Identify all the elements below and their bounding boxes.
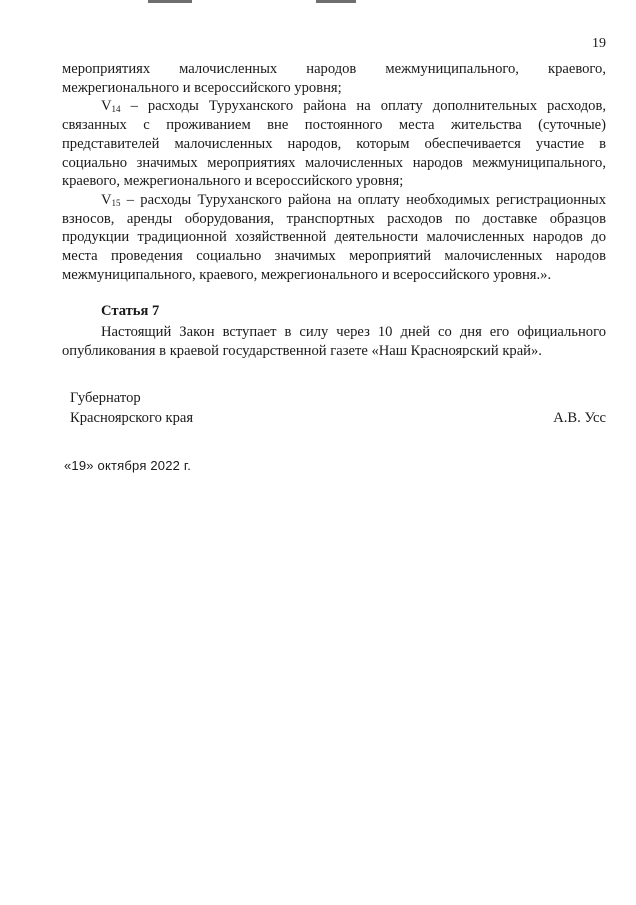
article-heading: Статья 7 (101, 303, 160, 319)
paragraph-v15 (62, 191, 606, 285)
page-number: 19 (592, 36, 606, 51)
scan-mark (316, 0, 356, 3)
variable-subscript: 15 (111, 197, 121, 208)
paragraph-text: – расходы Туруханского района на оплату дополнительных расходов, связанных с проживанием вне постоянного места жительства (суточные) представителей малочисленных народов, которым обеспечивается участие в социально значимых мероприятиях малочисленных народов межмуниципального, краевого, межрегионального и всероссийского уровня; (62, 98, 606, 190)
article-section (62, 302, 606, 360)
article-text: Настоящий Закон вступает в силу через 10 дней со дня его официального опубликования в краевой государственной газете «Наш Красноярский край». (62, 324, 606, 359)
document-date: «19» октября 2022 г. (64, 458, 192, 473)
body-text (62, 60, 606, 284)
scan-mark (148, 0, 192, 3)
paragraph-continuation (62, 60, 606, 97)
variable-symbol: V (101, 98, 112, 115)
paragraph-text: мероприятиях малочисленных народов межмуниципального, краевого, межрегионального и всероссийского уровня; (62, 61, 606, 96)
paragraph-v14 (62, 97, 606, 191)
variable-subscript: 14 (111, 104, 121, 115)
signer-title: Губернатор (70, 390, 141, 406)
variable-symbol: V (101, 191, 112, 208)
paragraph-text: – расходы Туруханского района на оплату необходимых регистрационных взносов, аренды оборудования, транспортных расходов по доставке образцов продукции традиционной хозяйственной деятельности малочисленных народов до места проведения социально значимых мероприятий малочисленных народов межмуниципального, краевого, межрегионального и всероссийского уровня.». (62, 191, 606, 283)
signer-name: А.В. Усс (553, 409, 606, 426)
signature-block (70, 389, 606, 428)
signer-region: Красноярского края (70, 409, 194, 426)
